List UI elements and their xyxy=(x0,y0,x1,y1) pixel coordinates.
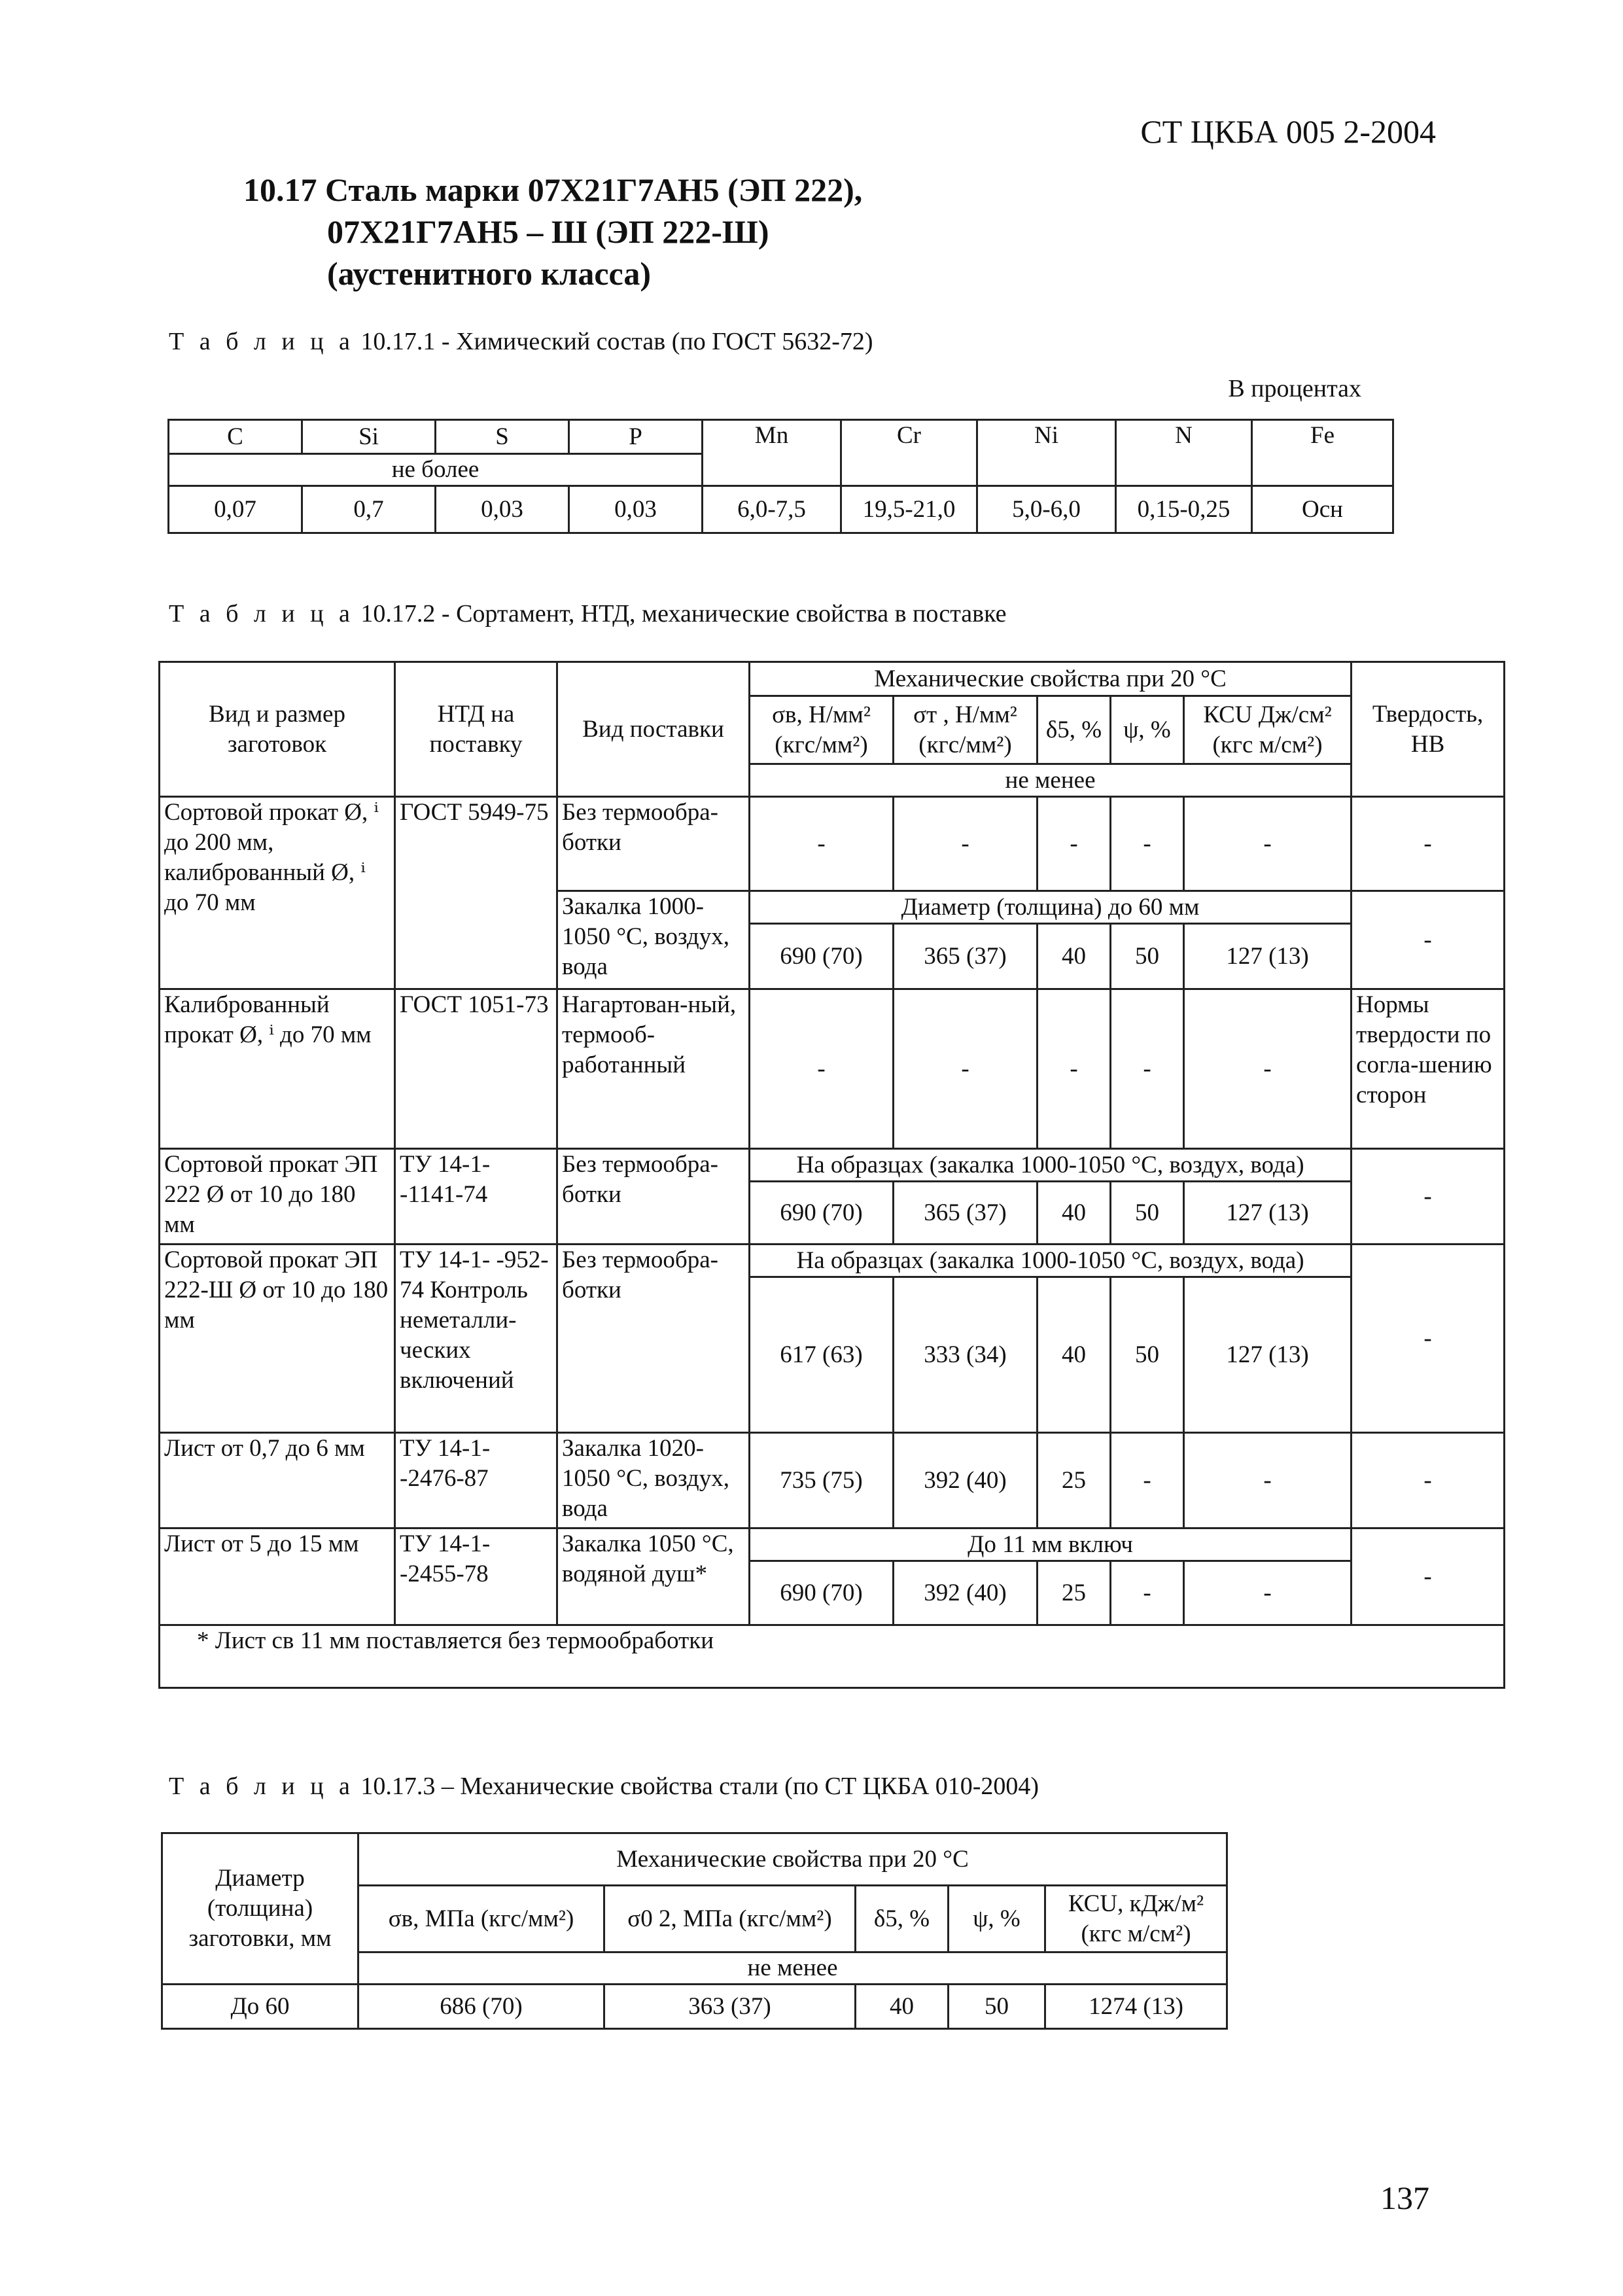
value-sigma-b: 686 (70) xyxy=(358,1985,604,2029)
header-delta: δ5, % xyxy=(856,1886,949,1952)
row4-ntd: ТУ 14-1- -1141-74 xyxy=(395,1149,557,1245)
row2-delta: 40 xyxy=(1038,924,1111,989)
title-line-1: 10.17 Сталь марки 07Х21Г7АН5 (ЭП 222), xyxy=(243,171,863,208)
row4-hardness: - xyxy=(1352,1149,1505,1245)
header-mechanical: Механические свойства при 20 °С xyxy=(750,662,1352,696)
row7-sigma-t: 392 (40) xyxy=(894,1561,1038,1625)
row5-sigma-t: 333 (34) xyxy=(894,1277,1038,1433)
row1-ntd: ГОСТ 5949-75 xyxy=(395,797,557,989)
value-si: 0,7 xyxy=(302,486,436,533)
value-delta: 40 xyxy=(856,1985,949,2029)
header-s: S xyxy=(436,420,569,454)
row6-sigma-t: 392 (40) xyxy=(894,1433,1038,1528)
table2-footnote: * Лист св 11 мм поставляется без термообработки xyxy=(160,1625,1505,1688)
value-s: 0,03 xyxy=(436,486,569,533)
header-sigma-b: σв, Н/мм² (кгс/мм²) xyxy=(750,696,894,764)
row5-sigma-b: 617 (63) xyxy=(750,1277,894,1433)
row7-postavka: Закалка 1050 °С, водяной душ* xyxy=(557,1528,750,1625)
value-psi: 50 xyxy=(949,1985,1045,2029)
header-sigma-b: σв, МПа (кгс/мм²) xyxy=(358,1886,604,1952)
table1-units: В процентах xyxy=(1228,375,1361,402)
row7-vid: Лист от 5 до 15 мм xyxy=(160,1528,395,1625)
table2-caption-text: 10.17.2 - Сортамент, НТД, механические свойства в поставке xyxy=(354,600,1007,627)
row6-kcu: - xyxy=(1184,1433,1352,1528)
header-kcu: КСU Дж/см² (кгс м/см²) xyxy=(1184,696,1352,764)
header-min: не менее xyxy=(358,1952,1227,1985)
row3-delta: - xyxy=(1038,989,1111,1149)
row1-delta: - xyxy=(1038,797,1111,891)
row3-postavka: Нагартован-ный, термооб-работанный xyxy=(557,989,750,1149)
page-number: 137 xyxy=(1380,2180,1429,2216)
row5-delta: 40 xyxy=(1038,1277,1111,1433)
value-kcu: 1274 (13) xyxy=(1045,1985,1227,2029)
row2-hardness: - xyxy=(1352,891,1505,989)
row5-note: На образцах (закалка 1000-1050 °С, воздух, вода) xyxy=(750,1245,1352,1277)
chemical-composition-table xyxy=(167,419,1394,534)
row3-vid: Калиброванный прокат Ø, ⁱ до 70 мм xyxy=(160,989,395,1149)
header-kcu: КСU, кДж/м² (кгс м/см²) xyxy=(1045,1886,1227,1952)
row3-sigma-t: - xyxy=(894,989,1038,1149)
row1-vid: Сортовой прокат Ø, ⁱ до 200 мм, калиброванный Ø, ⁱ до 70 мм xyxy=(160,797,395,989)
table1-caption-text: 10.17.1 - Химический состав (по ГОСТ 5632-72) xyxy=(354,328,873,355)
row5-hardness: - xyxy=(1352,1245,1505,1433)
row4-sigma-b: 690 (70) xyxy=(750,1182,894,1245)
row3-psi: - xyxy=(1111,989,1184,1149)
row3-hardness: Нормы твердости по согла-шению сторон xyxy=(1352,989,1505,1149)
row1-psi: - xyxy=(1111,797,1184,891)
row4-sigma-t: 365 (37) xyxy=(894,1182,1038,1245)
table3-caption xyxy=(169,1772,1039,1801)
table1-caption-prefix: Т а б л и ц а xyxy=(169,328,355,355)
subheader-max: не более xyxy=(169,454,703,486)
row5-postavka: Без термообра-ботки xyxy=(557,1245,750,1433)
value-c: 0,07 xyxy=(169,486,302,533)
value-ni: 5,0-6,0 xyxy=(977,486,1116,533)
row1-kcu: - xyxy=(1184,797,1352,891)
row5-kcu: 127 (13) xyxy=(1184,1277,1352,1433)
row6-postavka: Закалка 1020-1050 °С, воздух, вода xyxy=(557,1433,750,1528)
row1-sigma-b: - xyxy=(750,797,894,891)
row2-kcu: 127 (13) xyxy=(1184,924,1352,989)
header-sigma-02: σ0 2, МПа (кгс/мм²) xyxy=(604,1886,856,1952)
header-ntd: НТД на поставку xyxy=(395,662,557,797)
header-postavka: Вид поставки xyxy=(557,662,750,797)
table2-caption-prefix: Т а б л и ц а xyxy=(169,600,355,627)
row6-hardness: - xyxy=(1352,1433,1505,1528)
row2-note: Диаметр (толщина) до 60 мм xyxy=(750,891,1352,924)
row2-psi: 50 xyxy=(1111,924,1184,989)
value-n: 0,15-0,25 xyxy=(1116,486,1252,533)
header-vid: Вид и размер заготовок xyxy=(160,662,395,797)
row4-note: На образцах (закалка 1000-1050 °С, воздух, вода) xyxy=(750,1149,1352,1182)
header-hardness: Твердость, НВ xyxy=(1352,662,1505,797)
row2-postavka: Закалка 1000-1050 °С, воздух, вода xyxy=(557,891,750,989)
assortment-table xyxy=(158,661,1505,1689)
value-mn: 6,0-7,5 xyxy=(703,486,841,533)
row5-ntd: ТУ 14-1- -952-74 Контроль неметалли-ческих включений xyxy=(395,1245,557,1433)
value-sigma-02: 363 (37) xyxy=(604,1985,856,2029)
row3-kcu: - xyxy=(1184,989,1352,1149)
document-code: СТ ЦКБА 005 2-2004 xyxy=(1140,113,1436,150)
table3-caption-text: 10.17.3 – Механические свойства стали (по СТ ЦКБА 010-2004) xyxy=(354,1773,1039,1800)
table1-caption xyxy=(169,327,873,356)
header-c: C xyxy=(169,420,302,454)
row4-delta: 40 xyxy=(1038,1182,1111,1245)
header-diameter: Диаметр (толщина) заготовки, мм xyxy=(162,1833,358,1985)
row7-psi: - xyxy=(1111,1561,1184,1625)
header-psi: ψ, % xyxy=(949,1886,1045,1952)
header-delta: δ5, % xyxy=(1038,696,1111,764)
row3-ntd: ГОСТ 1051-73 xyxy=(395,989,557,1149)
header-fe: Fe xyxy=(1252,420,1393,486)
header-psi: ψ, % xyxy=(1111,696,1184,764)
value-cr: 19,5-21,0 xyxy=(841,486,977,533)
header-min: не менее xyxy=(750,764,1352,797)
row7-note: До 11 мм включ xyxy=(750,1528,1352,1561)
row4-psi: 50 xyxy=(1111,1182,1184,1245)
title-line-3: (аустенитного класса) xyxy=(327,255,651,292)
table2-caption xyxy=(169,599,1006,628)
row7-delta: 25 xyxy=(1038,1561,1111,1625)
header-n: N xyxy=(1116,420,1252,486)
row2-sigma-t: 365 (37) xyxy=(894,924,1038,989)
value-fe: Осн xyxy=(1252,486,1393,533)
row4-postavka: Без термообра-ботки xyxy=(557,1149,750,1245)
table3-caption-prefix: Т а б л и ц а xyxy=(169,1773,355,1800)
row4-kcu: 127 (13) xyxy=(1184,1182,1352,1245)
header-mn: Mn xyxy=(703,420,841,486)
row7-ntd: ТУ 14-1- -2455-78 xyxy=(395,1528,557,1625)
row6-ntd: ТУ 14-1- -2476-87 xyxy=(395,1433,557,1528)
row6-vid: Лист от 0,7 до 6 мм xyxy=(160,1433,395,1528)
header-cr: Cr xyxy=(841,420,977,486)
row3-sigma-b: - xyxy=(750,989,894,1149)
row7-kcu: - xyxy=(1184,1561,1352,1625)
row2-sigma-b: 690 (70) xyxy=(750,924,894,989)
header-si: Si xyxy=(302,420,436,454)
row6-psi: - xyxy=(1111,1433,1184,1528)
value-diameter: До 60 xyxy=(162,1985,358,2029)
value-p: 0,03 xyxy=(569,486,703,533)
header-mechanical: Механические свойства при 20 °С xyxy=(358,1833,1227,1886)
row7-hardness: - xyxy=(1352,1528,1505,1625)
mechanical-properties-table xyxy=(161,1832,1228,2030)
row1-sigma-t: - xyxy=(894,797,1038,891)
row5-vid: Сортовой прокат ЭП 222-Ш Ø от 10 до 180 мм xyxy=(160,1245,395,1433)
section-title xyxy=(243,169,862,294)
row4-vid: Сортовой прокат ЭП 222 Ø от 10 до 180 мм xyxy=(160,1149,395,1245)
title-line-2: 07Х21Г7АН5 – Ш (ЭП 222-Ш) xyxy=(327,213,769,250)
row6-delta: 25 xyxy=(1038,1433,1111,1528)
header-ni: Ni xyxy=(977,420,1116,486)
header-p: P xyxy=(569,420,703,454)
row1-hardness: - xyxy=(1352,797,1505,891)
row1-postavka: Без термообра-ботки xyxy=(557,797,750,891)
header-sigma-t: σт , Н/мм² (кгс/мм²) xyxy=(894,696,1038,764)
row5-psi: 50 xyxy=(1111,1277,1184,1433)
row7-sigma-b: 690 (70) xyxy=(750,1561,894,1625)
row6-sigma-b: 735 (75) xyxy=(750,1433,894,1528)
